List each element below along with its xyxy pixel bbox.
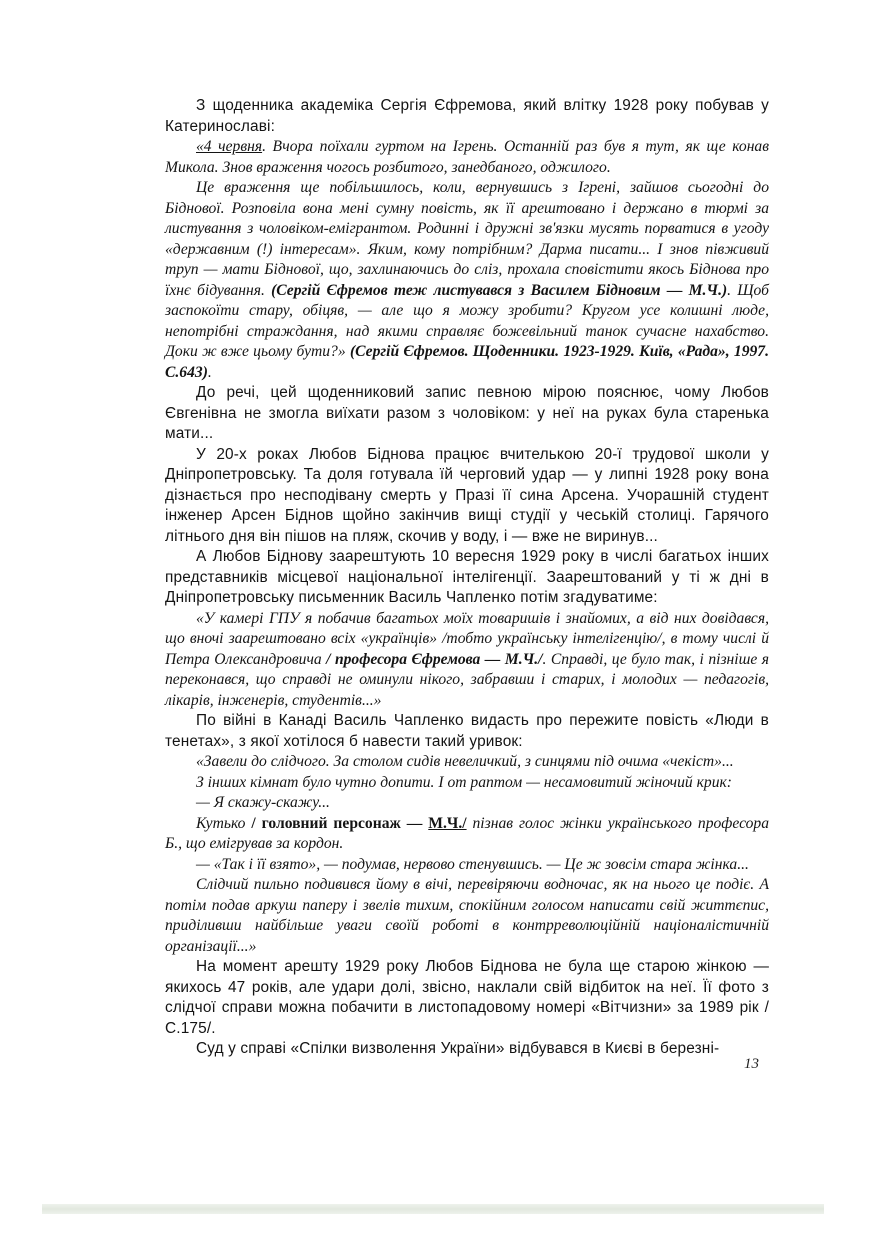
editor-note: (Сергій Єфремов теж листувався з Василем Бідновим — М.Ч.)	[271, 281, 728, 299]
source-citation: (Сергій Єфремов. Щоденники. 1923-1929. Київ, «Рада», 1997. С.643)	[165, 343, 769, 381]
paragraph-explanation: До речі, цей щоденниковий запис певною мірою пояснює, чому Любов Євгенівна не змогла виїхати разом з чоловіком: у неї на руках була старенька мати...	[165, 384, 769, 442]
quote-novel-line-6: Слідчий пильно подивився йому в вічі, перевіряючи водночас, як на нього це подіє. А потім подав аркуш паперу і звелів тихим, спокійним голосом написати свій життєпис, приділивши найбільше уваги своїй роботі в контрреволюційній націоналістичній організації...»	[165, 876, 769, 955]
paragraph-intro: З щоденника академіка Сергія Єфремова, який влітку 1928 року побував у Катеринославі:	[165, 97, 769, 135]
paragraph-novel: По війні в Канаді Василь Чапленко видасть про пережите повість «Люди в тенетах», з якої хотілося б навести такий уривок:	[165, 712, 769, 750]
scan-edge-band	[42, 1204, 824, 1214]
quote-date: «4 червня	[196, 138, 263, 155]
editor-initials: М.Ч./	[428, 814, 467, 832]
quote-novel-line-5: — «Так і її взято», — подумав, нервово стенувшись. — Це ж зовсім стара жінка...	[196, 855, 749, 873]
editor-note: / головний персонаж —	[251, 814, 429, 832]
quote-text: пізнав голос жінки українського професора Б., що емігрував за кордон.	[165, 814, 770, 852]
quote-text: . Щоб заспокоїти стару, обіцяв, — але що я можу зробити? Кругом усе колишні люде, непотрібні страждання, над якими справляє божевільний танок сучасне нахабство. Доки ж вже цьому бути?»	[165, 281, 769, 360]
paragraph-arrest: А Любов Біднову заарештують 10 вересня 1929 року в числі багатьох інших представників місцевої національної інтелігенції. Заарештований у ті ж дні в Дніпропетровську письменник Василь Чапленко потім згадуватиме:	[165, 548, 769, 606]
quote-text: Кутько	[196, 814, 252, 832]
quote-novel-line-2: З інших кімнат було чутно допити. І от раптом — несамовитий жіночий крик:	[196, 773, 732, 791]
quote-diary-entry	[165, 137, 769, 178]
quote-novel-line-1: «Завели до слідчого. За столом сидів невеличкий, з синцями під очима «чекіст»...	[196, 753, 734, 770]
page-number: 13	[744, 1056, 759, 1072]
quote-text: «У камері ГПУ я побачив багатьох моїх товаришів і знайомих, а від них довідався, що вночі заарештовано всіх «українців» /тобто українську інтелігенцію/, в тому числі й Петра Олександровича	[165, 609, 769, 668]
paragraph-trial: Суд у справі «Спілки визволення України» відбувався в Києві в березні-	[196, 1040, 720, 1057]
quote-end: .	[207, 363, 212, 381]
quote-text: . Справді, це було так, і пізніше я переконався, що справді не оминули нікого, забравши і старих, і молодих — педагогів, лікарів, інженерів, студентів...»	[165, 650, 770, 709]
page-body	[165, 96, 769, 1060]
editor-note: / професора Єфремова — М.Ч./	[326, 650, 543, 668]
quote-novel-line-4	[165, 814, 769, 855]
quote-text: Це враження ще побільшилось, коли, вернувшись з Ігрені, зайшов сьогодні до Біднової. Розповіла вона мені сумну повість, як її арештовано і держано в тюрмі за листування з чоловіком-емігрантом. Родинні і дружні зв'язки мусять порватися в угоду «державним (!) інтересам». Яким, кому потрібним? Дарма писати... І знов півживий труп — мати Біднової, що, захлинаючись до сліз, прохала сповістити якось Біднова про їхнє бідування.	[165, 179, 769, 299]
paragraph-photo: На момент арешту 1929 року Любов Біднова не була ще старою жінкою — якихось 47 років, але удари долі, звісно, наклали свій відбиток на неї. Її фото з слідчої справи можна побачити в листопадовому номері «Вітчизни» за 1989 рік /С.175/.	[165, 958, 769, 1037]
quote-novel-line-3: — Я скажу-скажу...	[196, 794, 330, 811]
quote-text: . Вчора поїхали гуртом на Ігрень. Останній раз був я тут, як ще конав Микола. Знов враження чогось розбитого, занедбаного, оджилого.	[165, 138, 769, 176]
quote-diary-continued	[165, 178, 769, 383]
quote-chaplenko	[165, 609, 769, 712]
paragraph-teacher: У 20-х роках Любов Біднова працює вчителькою 20-ї трудової школи у Дніпропетровську. Та доля готувала їй черговий удар — у липні 1928 року вона дізнається про несподівану смерть у Празі її сина Арсена. Учорашній студент інженер Арсен Біднов щойно закінчив вищі студії у чеській столиці. Гарячого літнього дня він пішов на пляж, скочив у воду, і — вже не виринув...	[165, 445, 769, 545]
